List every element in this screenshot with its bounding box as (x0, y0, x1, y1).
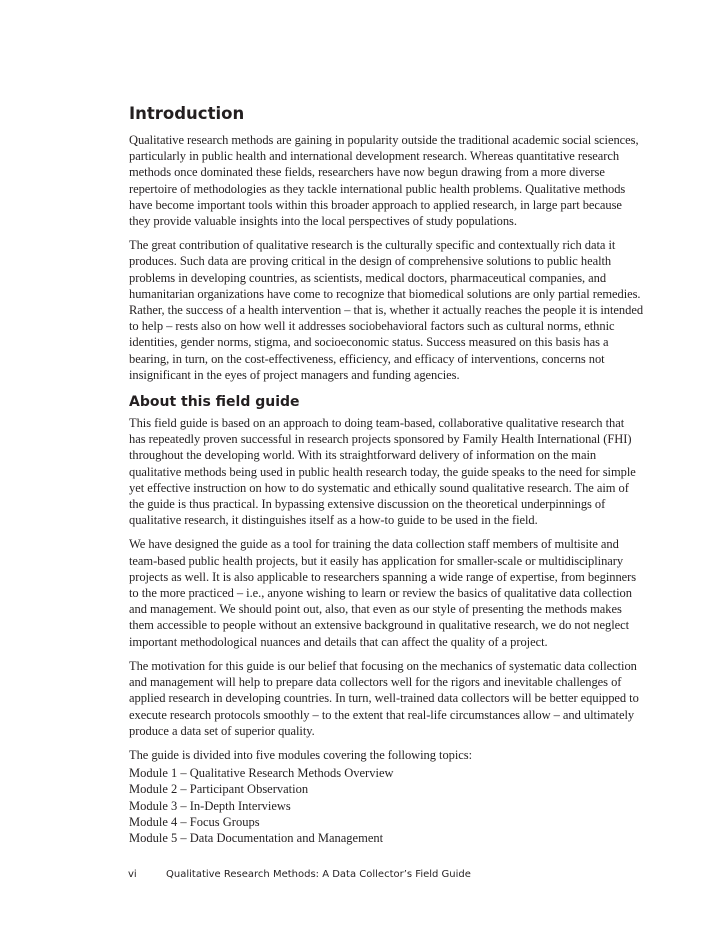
paragraph: We have designed the guide as a tool for training the data collection staff members of multisite and team-based public health projects, but it easily has application for smaller-scale or multidisciplinary projects as well. It is also applicable to researchers spanning a wide range of expertise, from beginners to the more practiced – i.e., anyone wishing to learn or review the basics of qualitative data collection and management. We should point out, also, that even as our style of presenting the methods makes them accessible to people without an extensive background in qualitative research, we do not neglect important methodological nuances and details that can affect the quality of a project. (129, 537, 637, 649)
list-item: Module 3 – In-Depth Interviews (129, 798, 291, 813)
paragraph: Qualitative research methods are gaining in popularity outside the traditional academic social sciences, particularly in public health and international development research. Whereas quantitative research methods once dominated these fields, researchers have now begun drawing from a more diverse repertoire of methodologies as they tackle international public health problems. Qualitative methods have become important tools within this broader approach to applied research, in large part because they provide valuable insights into the local perspectives of study populations. (129, 133, 639, 229)
paragraph: The motivation for this guide is our belief that focusing on the mechanics of systematic data collection and management will help to prepare data collectors well for the rigors and inevitable challenges of applied research in developing countries. In turn, well-trained data collectors will be better equipped to execute research protocols smoothly – to the extent that real-life circumstances allow – and ultimately produce a data set of superior quality. (129, 658, 639, 738)
paragraph: The great contribution of qualitative research is the culturally specific and contextually rich data it produces. Such data are proving critical in the design of comprehensive solutions to public health problems in developing countries, as scientists, medical doctors, pharmaceutical companies, and humanitarian organizations have come to recognize that biomedical solutions are only partial remedies. Rather, the success of a health intervention – that is, whether it actually reaches the people it is intended to help – rests also on how well it addresses sociobehavioral factors such as cultural norms, ethnic identities, gender norms, stigma, and socioeconomic status. Success measured on this basis has a bearing, in turn, on the cost-effectiveness, efficiency, and efficacy of interventions, concerns not insignificant in the eyes of project managers and funding agencies. (129, 238, 644, 382)
list-item: Module 4 – Focus Groups (129, 814, 260, 829)
running-title: Qualitative Research Methods: A Data Collector’s Field Guide (166, 869, 471, 880)
list-item: Module 2 – Participant Observation (129, 782, 309, 797)
module-list (129, 765, 643, 846)
list-item: Module 1 – Qualitative Research Methods Overview (129, 766, 394, 781)
about-heading: About this field guide (129, 394, 300, 411)
introduction-heading: Introduction (129, 104, 245, 123)
document-page (129, 104, 643, 846)
paragraph: The guide is divided into five modules covering the following topics: (129, 747, 473, 762)
paragraph: This field guide is based on an approach to doing team-based, collaborative qualitative research that has repeatedly proven successful in research projects sponsored by Family Health International (FHI) throughout the developing world. With its straightforward delivery of information on the main qualitative methods being used in public health research today, the guide speaks to the need for simple yet effective instruction on how to do systematic and ethically sound qualitative research. The aim of the guide is thus practical. In bypassing extensive discussion on the theoretical underpinnings of qualitative research, it distinguishes itself as a how-to guide to be used in the field. (129, 416, 636, 528)
page-number: vi (128, 869, 137, 880)
page-footer (128, 868, 471, 882)
list-item: Module 5 – Data Documentation and Management (129, 830, 384, 845)
